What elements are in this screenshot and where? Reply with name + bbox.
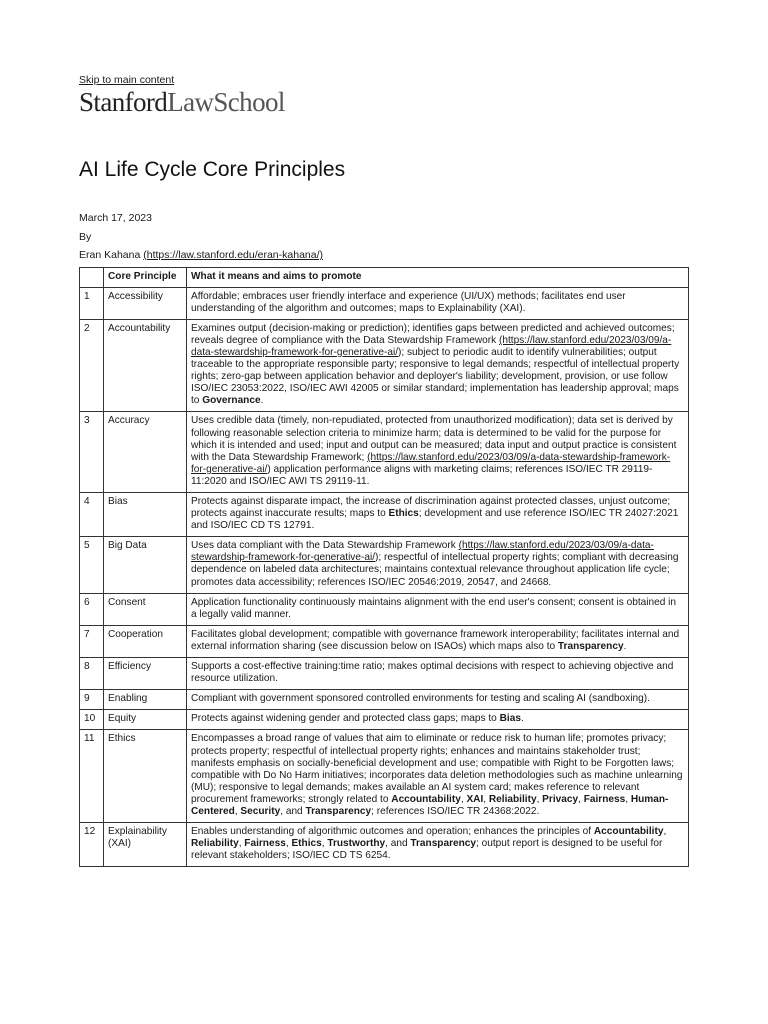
description-text: , [234, 805, 241, 817]
description-text: ; development and use reference ISO/IEC TR 24027:2021 and ISO/IEC CD TS 12791. [191, 508, 679, 532]
principle-name: Accountability [104, 319, 187, 412]
description-text: ); subject to periodic audit to identify vulnerabilities; output traceable to the appropriate responsible party; responsive to legal demands; respectful of intellectual property rights; zero-gap between application behavior and deployer's liability; development, provision, or use follow ISO/IEC 23053:2022, ISO/IEC AWI 42005 or similar standard; implementation has leadership approval; maps to [191, 346, 680, 407]
description-text: Facilitates global development; compatible with governance framework interoperability; facilitates internal and external information sharing (see discussion below on ISAOs) which maps also to [191, 628, 680, 652]
description-text: Affordable; embraces user friendly interface and experience (UI/UX) methods; facilitates end user understanding of the algorithm and outcomes; maps to Explainability (XAI). [191, 290, 626, 314]
header-number [80, 267, 104, 287]
table-row [80, 319, 689, 412]
description-text: , [321, 838, 328, 850]
table-row [80, 823, 689, 867]
bold-term: Ethics [291, 838, 322, 850]
bold-term: Transparency [410, 838, 477, 850]
principle-description [187, 690, 689, 710]
description-text: . [623, 640, 627, 652]
principle-name: Explainability (XAI) [104, 823, 187, 867]
bold-term: Accountability [593, 826, 664, 838]
description-text: , [625, 793, 631, 805]
principle-description [187, 625, 689, 657]
row-number: 7 [80, 625, 104, 657]
table-row [80, 493, 689, 537]
description-text: ); respectful of intellectual property rights; compliant with decreasing dependence on labeled data architectures; maintains contextual relevance throughout application life cycle; promotes data accessibility; references ISO/IEC 20546:2019, 20547, and 24668. [191, 552, 679, 588]
description-text: . [260, 395, 264, 407]
row-number: 3 [80, 412, 104, 493]
author-line [79, 246, 689, 265]
description-text: , and [385, 838, 411, 850]
article-date: March 17, 2023 [79, 212, 152, 224]
row-number: 9 [80, 690, 104, 710]
principles-table [79, 267, 689, 868]
description-text: Protects against disparate impact, the increase of discrimination against protected classes, unjust outcome; protects against inaccurate results; maps to [191, 496, 671, 520]
row-number: 5 [80, 537, 104, 593]
row-number: 11 [80, 730, 104, 823]
description-text: Uses credible data (timely, non-repudiated, protected from unauthorized modification); data set is derived by following reasonable selection criteria to minimize harm; data is determined to be valid for the purpose for which it is intended and used; input and output can be measured; data input and output practice is consistent with the Data Stewardship Framework; [191, 415, 677, 463]
description-text: Compliant with government sponsored controlled environments for testing and scaling AI (sandboxing). [191, 693, 650, 705]
principle-description [187, 710, 689, 730]
description-text: , [285, 838, 292, 850]
table-row [80, 537, 689, 593]
bold-term: Human-Centered [191, 793, 669, 817]
table-row [80, 593, 689, 625]
row-number: 4 [80, 493, 104, 537]
row-number: 2 [80, 319, 104, 412]
description-text: , [536, 793, 543, 805]
framework-link[interactable]: (https://law.stanford.edu/2023/03/09/a-data-stewardship-framework-for-generative-ai/ [191, 334, 672, 358]
principle-description [187, 319, 689, 412]
bold-term: Ethics [388, 508, 419, 520]
principle-description [187, 658, 689, 690]
principle-name: Big Data [104, 537, 187, 593]
header-core-principle: Core Principle [104, 267, 187, 287]
description-text: , and [280, 805, 306, 817]
principle-name: Bias [104, 493, 187, 537]
principle-description [187, 537, 689, 593]
principle-name: Ethics [104, 730, 187, 823]
principle-name: Cooperation [104, 625, 187, 657]
author-name: Eran Kahana [79, 249, 141, 261]
bold-term: Accountability [391, 793, 461, 805]
table-row [80, 710, 689, 730]
bold-term: Trustworthy [327, 838, 386, 850]
bold-term: Governance [202, 395, 261, 407]
principle-description [187, 287, 689, 319]
skip-to-main-link[interactable]: Skip to main content [79, 74, 175, 86]
description-text: Enables understanding of algorithmic outcomes and operation; enhances the principles of [191, 826, 594, 838]
description-text: Application functionality continuously maintains alignment with the end user's consent; consent is obtained in a legally valid manner. [191, 596, 677, 620]
bold-term: Reliability [488, 793, 537, 805]
description-text: Supports a cost-effective training:time ratio; makes optimal decisions with respect to achieving objective and resource utilization. [191, 661, 674, 685]
description-text: , [578, 793, 584, 805]
bold-term: Fairness [244, 838, 286, 850]
description-text: Examines output (decision-making or prediction); identifies gaps between predicted and achieved outcomes; reveals degree of compliance with the Data Stewardship Framework [191, 322, 675, 346]
bold-term: Privacy [542, 793, 579, 805]
principle-name: Equity [104, 710, 187, 730]
logo-law-school-text: LawSchool [167, 87, 285, 117]
document-page [79, 74, 689, 867]
table-row [80, 625, 689, 657]
principle-name: Enabling [104, 690, 187, 710]
table-row [80, 287, 689, 319]
principle-description [187, 412, 689, 493]
article-meta [79, 209, 689, 265]
stanford-law-school-logo[interactable] [79, 88, 689, 116]
description-text: , [663, 826, 667, 838]
byline-label: By [79, 230, 92, 243]
bold-term: Bias [499, 713, 521, 725]
bold-term: Transparency [557, 640, 624, 652]
row-number: 6 [80, 593, 104, 625]
description-text: Uses data compliant with the Data Stewardship Framework [191, 540, 459, 552]
bold-term: XAI [466, 793, 484, 805]
header-description: What it means and aims to promote [187, 267, 689, 287]
framework-link[interactable]: (https://law.stanford.edu/2023/03/09/a-data-stewardship-framework-for-generative-ai/ [191, 451, 671, 475]
description-text: Encompasses a broad range of values that aim to eliminate or reduce risk to human life; promotes privacy; protects property; respectful of intellectual property rights; enhances and maintains stakeholder trust; manifests emphasis on socially-beneficial development and use; compatible with Right to be Forgotten laws; compatible with Do No Harm initiatives; incorporates data deletion methodologies such as machine unlearning (MU); responsive to legal demands; makes available an AI system card; makes reference to relevant procurement frameworks; strongly related to [191, 733, 683, 805]
principle-name: Efficiency [104, 658, 187, 690]
row-number: 12 [80, 823, 104, 867]
description-text: . [520, 713, 524, 725]
framework-link[interactable]: (https://law.stanford.edu/2023/03/09/a-data-stewardship-framework-for-generative-ai/ [191, 540, 654, 564]
table-row [80, 730, 689, 823]
description-text: , [238, 838, 245, 850]
table-header-row [80, 267, 689, 287]
author-link[interactable]: (https://law.stanford.edu/eran-kahana/) [143, 249, 324, 261]
principle-description [187, 823, 689, 867]
description-text: ) application performance aligns with marketing claims; references ISO/IEC TR 29119-11:2020 and ISO/IEC AWI TS 29119-11. [191, 463, 653, 487]
description-text: , [483, 793, 489, 805]
principle-description [187, 493, 689, 537]
table-row [80, 412, 689, 493]
description-text: ; references ISO/IEC TR 24368:2022. [371, 805, 540, 817]
row-number: 1 [80, 287, 104, 319]
principle-name: Accessibility [104, 287, 187, 319]
description-text: ; output report is designed to be useful for relevant stakeholders; ISO/IEC CD TS 6254. [191, 838, 663, 862]
principle-description [187, 730, 689, 823]
principle-name: Consent [104, 593, 187, 625]
row-number: 10 [80, 710, 104, 730]
principle-name: Accuracy [104, 412, 187, 493]
description-text: Protects against widening gender and protected class gaps; maps to [191, 713, 500, 725]
page-title: AI Life Cycle Core Principles [79, 158, 346, 181]
bold-term: Security [240, 805, 281, 817]
bold-term: Fairness [583, 793, 626, 805]
table-row [80, 690, 689, 710]
principle-description [187, 593, 689, 625]
bold-term: Reliability [191, 838, 239, 850]
bold-term: Transparency [305, 805, 372, 817]
logo-stanford-text: Stanford [79, 87, 168, 117]
description-text: , [460, 793, 467, 805]
table-row [80, 658, 689, 690]
row-number: 8 [80, 658, 104, 690]
